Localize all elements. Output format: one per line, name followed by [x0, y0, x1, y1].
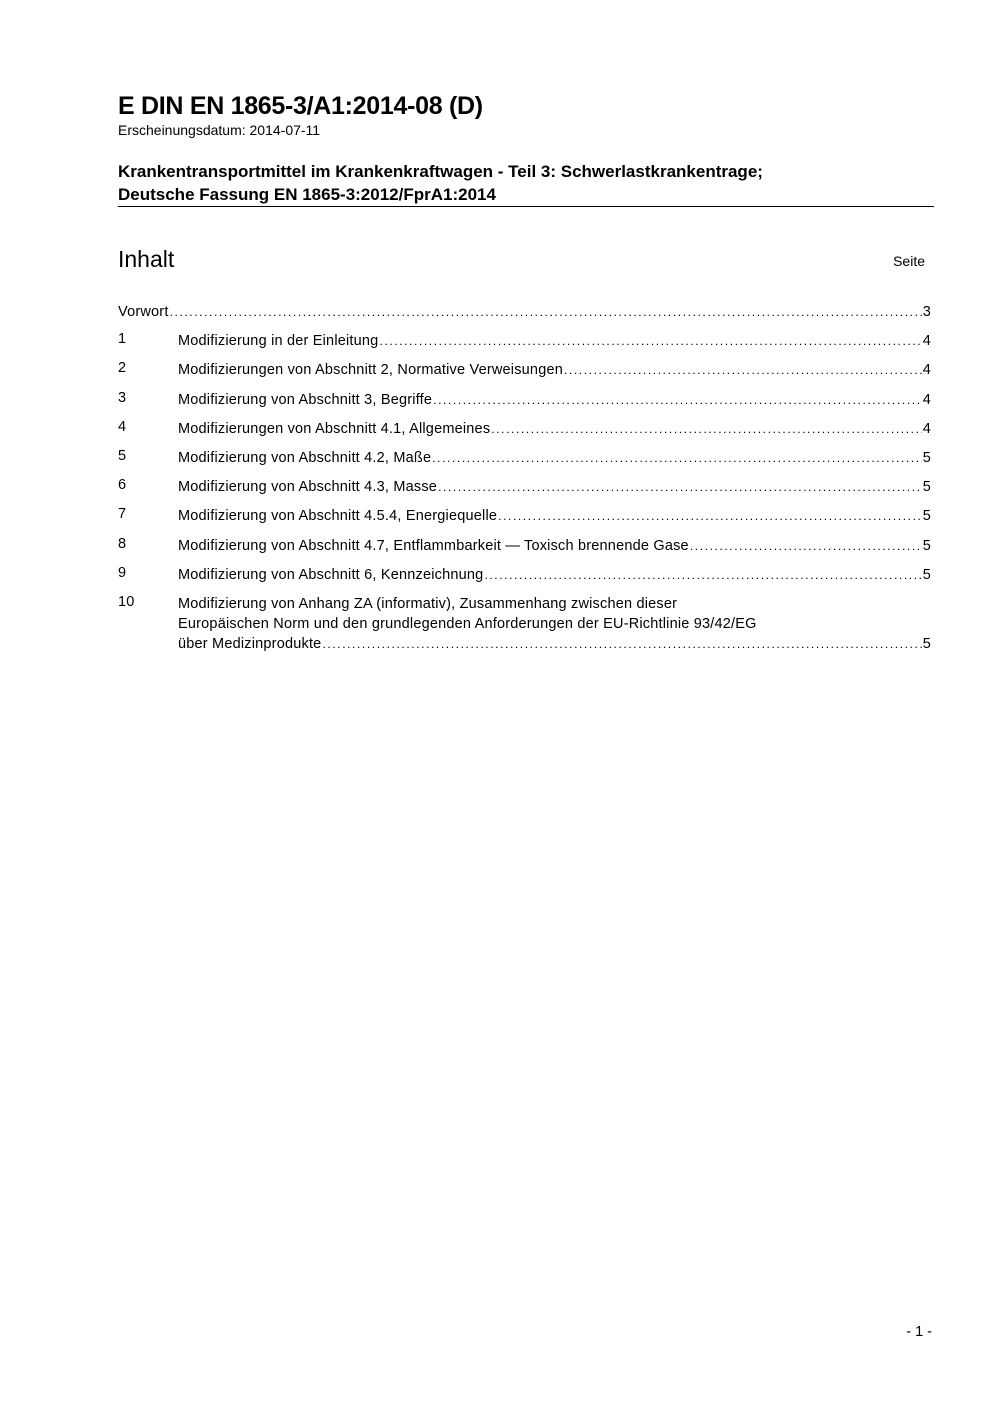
toc-entry-page: 5 — [922, 537, 931, 554]
toc-entry-text-line-3: über Medizinprodukte — [178, 635, 322, 652]
toc-entry-number: 9 — [118, 564, 127, 581]
toc-entry-number: 7 — [118, 506, 127, 523]
toc-entry-page: 4 — [922, 362, 931, 379]
toc-entry-page: 4 — [922, 391, 931, 408]
toc-entry-number: 1 — [118, 331, 127, 348]
toc-entry-2[interactable] — [118, 360, 931, 389]
toc-entry-10[interactable] — [118, 594, 931, 654]
toc-page-column-label: Seite — [893, 253, 925, 269]
toc-entry-text-line-2: Europäischen Norm und den grundlegenden Anforderungen der EU-Richtlinie 93/42/EG — [178, 615, 757, 632]
toc-entry-number: 2 — [118, 360, 127, 377]
title-divider — [118, 206, 934, 207]
publication-date: Erscheinungsdatum: 2014-07-11 — [118, 122, 321, 138]
toc-entry-page: 5 — [922, 508, 931, 525]
dot-leader — [322, 634, 921, 654]
toc-entry-3[interactable] — [118, 390, 931, 419]
document-id: E DIN EN 1865-3/A1:2014-08 (D) — [118, 92, 483, 120]
dot-leader — [170, 302, 922, 322]
toc-entry-text: Modifizierungen von Abschnitt 2, Normative Verweisungen — [178, 362, 563, 379]
toc-entry-6[interactable] — [118, 477, 931, 506]
toc-entry-number: 6 — [118, 477, 127, 494]
dot-leader — [432, 448, 922, 468]
dot-leader — [438, 477, 922, 497]
dot-leader — [484, 565, 921, 585]
toc-entry-page: 3 — [922, 304, 931, 320]
dot-leader — [498, 506, 922, 526]
toc-entry-8[interactable] — [118, 536, 931, 565]
toc-entry-text: Modifizierungen von Abschnitt 4.1, Allgemeines — [178, 420, 491, 437]
toc-entry-page: 4 — [922, 420, 931, 437]
toc-entry-text: Modifizierung von Abschnitt 4.5.4, Energiequelle — [178, 508, 498, 525]
toc-entry-1[interactable] — [118, 331, 931, 360]
toc-entry-7[interactable] — [118, 506, 931, 535]
toc-entry-number: 8 — [118, 535, 127, 552]
toc-entry-4[interactable] — [118, 419, 931, 448]
toc-entry-page: 5 — [922, 566, 931, 583]
toc-entry-text: Modifizierung in der Einleitung — [178, 333, 379, 350]
toc-entry-text: Modifizierung von Abschnitt 4.7, Entflammbarkeit — Toxisch brennende Gase — [178, 537, 689, 554]
toc-entry-9[interactable] — [118, 565, 931, 594]
toc-entry-5[interactable] — [118, 448, 931, 477]
toc-entry-text: Modifizierung von Abschnitt 4.2, Maße — [178, 449, 432, 466]
toc-entry-text: Vorwort — [118, 304, 169, 320]
dot-leader — [491, 419, 921, 439]
toc-heading: Inhalt — [118, 246, 175, 272]
dot-leader — [379, 331, 921, 351]
toc-entry-page: 5 — [922, 449, 931, 466]
toc-entry-number: 10 — [118, 593, 135, 610]
toc-entry-page: 4 — [922, 333, 931, 350]
dot-leader — [564, 360, 922, 380]
toc-entry-text: Modifizierung von Abschnitt 4.3, Masse — [178, 479, 438, 496]
toc-entry-page: 5 — [922, 635, 931, 652]
table-of-contents — [118, 302, 931, 654]
toc-entry-text-line-1: Modifizierung von Anhang ZA (informativ), Zusammenhang zwischen dieser — [178, 595, 678, 612]
toc-entry-number: 4 — [118, 418, 127, 435]
dot-leader — [433, 390, 922, 410]
toc-entry-number: 5 — [118, 447, 127, 464]
toc-entry-vorwort[interactable] — [118, 302, 931, 331]
toc-entry-text: Modifizierung von Abschnitt 3, Begriffe — [178, 391, 433, 408]
title-line-2: Deutsche Fassung EN 1865-3:2012/FprA1:2014 — [118, 185, 496, 204]
title-line-1: Krankentransportmittel im Krankenkraftwagen - Teil 3: Schwerlastkrankentrage; — [118, 162, 763, 181]
document-title — [118, 160, 934, 206]
page-number: - 1 - — [906, 1324, 932, 1340]
toc-entry-page: 5 — [922, 479, 931, 496]
dot-leader — [690, 536, 922, 556]
toc-entry-number: 3 — [118, 389, 127, 406]
toc-entry-text: Modifizierung von Abschnitt 6, Kennzeichnung — [178, 566, 484, 583]
